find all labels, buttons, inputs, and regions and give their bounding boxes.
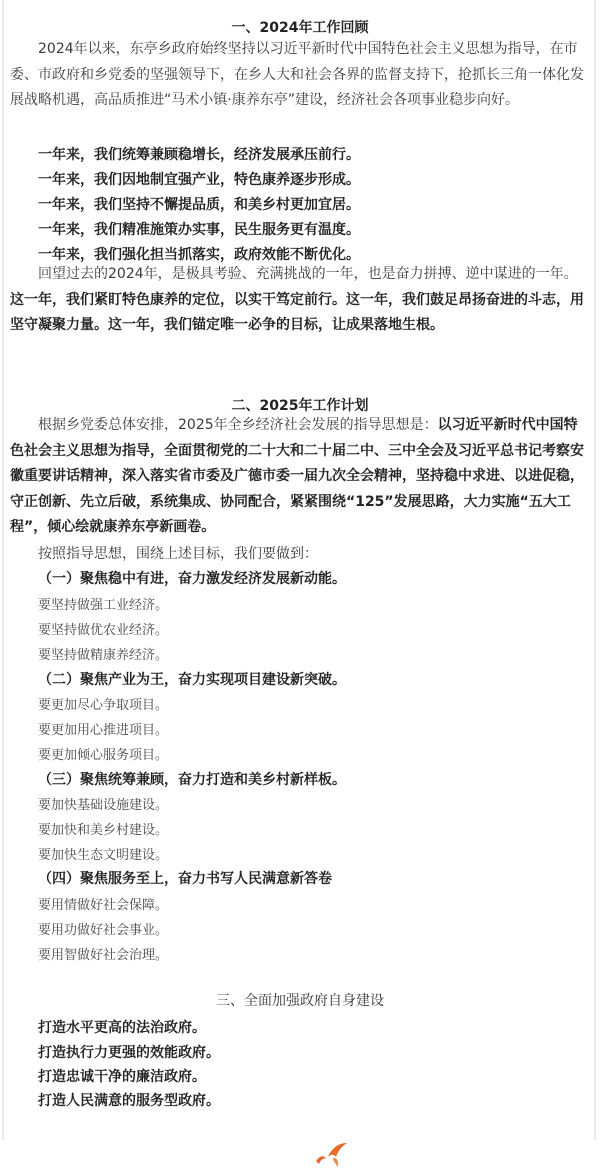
section2-group-3-title: （三）聚焦统筹兼顾，奋力打造和美乡村新样板。 xyxy=(38,772,346,788)
orange-birds-icon xyxy=(314,1141,350,1168)
section2-group-3-item-1: 要加快基础设施建设。 xyxy=(38,798,169,813)
section1-review-bold: 这一年，我们紧盯特色康养的定位，以实干笃定前行。这一年，我们鼓足昂扬奋进的斗志，用坚守凝聚力量。这一年，我们锚定唯一必争的目标，让成果落地生根。 xyxy=(10,291,584,333)
section2-group-1-item-2: 要坚持做优农业经济。 xyxy=(38,623,169,638)
section2-group-4-item-1: 要用情做好社会保障。 xyxy=(38,898,169,913)
section1-highlight-1: 一年来，我们统筹兼顾稳增长，经济发展承压前行。 xyxy=(38,147,360,163)
right-border xyxy=(594,0,596,1140)
section1-highlight-5: 一年来，我们强化担当抓落实，政府效能不断优化。 xyxy=(38,247,360,263)
section2-intro-plain: 根据乡党委总体安排，2025年全乡经济社会发展的指导思想是： xyxy=(38,417,438,433)
section3-item-3: 打造忠诚干净的廉洁政府。 xyxy=(38,1069,206,1085)
section2-group-1-title: （一）聚焦稳中有进，奋力激发经济发展新动能。 xyxy=(38,571,346,587)
section2-group-4-item-2: 要用功做好社会事业。 xyxy=(38,923,169,938)
section1-highlight-3: 一年来，我们坚持不懈提品质，和美乡村更加宜居。 xyxy=(38,197,360,213)
section3-item-4: 打造人民满意的服务型政府。 xyxy=(38,1093,220,1109)
section2-group-1-item-1: 要坚持做强工业经济。 xyxy=(38,598,169,613)
section2-group-2-item-3: 要更加倾心服务项目。 xyxy=(38,748,169,763)
section1-heading: 一、2024年工作回顾 xyxy=(231,20,369,36)
section3-item-2: 打造执行力更强的效能政府。 xyxy=(38,1045,220,1061)
section3-item-1: 打造水平更高的法治政府。 xyxy=(38,1020,206,1036)
section1-highlight-2: 一年来，我们因地制宜强产业，特色康养逐步形成。 xyxy=(38,172,360,188)
section2-group-1-item-3: 要坚持做精康养经济。 xyxy=(38,648,169,663)
section2-group-2-title: （二）聚焦产业为王，奋力实现项目建设新突破。 xyxy=(38,672,346,688)
section2-group-4-item-3: 要用智做好社会治理。 xyxy=(38,948,169,963)
section2-intro-bold: 以习近平新时代中国特色社会主义思想为指导，全面贯彻党的二十大和二十届二中、三中全会及习近平总书记考察安徽重要讲话精神，深入落实省市委及广德市委一届九次全会精神，坚持稳中求进、以进促稳，守正创新、先立后破，系统集成、协同配合，紧紧围绕“125”发展思路，大力实施“五大工程”，倾心绘就康养东亭新画卷。 xyxy=(10,417,584,535)
section1-intro: 2024年以来，东亭乡政府始终坚持以习近平新时代中国特色社会主义思想为指导，在市委、市政府和乡党委的坚强领导下，在乡人大和社会各界的监督支持下，抢抓长三角一体化发展战略机遇，高品质推进“马术小镇·康养东亭”建设，经济社会各项事业稳步向好。 xyxy=(10,41,584,108)
section2-group-3-item-3: 要加快生态文明建设。 xyxy=(38,848,169,863)
left-border xyxy=(2,0,4,1140)
section2-group-2-item-2: 要更加用心推进项目。 xyxy=(38,723,169,738)
section2-intro xyxy=(10,413,585,541)
section2-group-2-item-1: 要更加尽心争取项目。 xyxy=(38,698,169,713)
section3-heading: 三、全面加强政府自身建设 xyxy=(216,993,384,1009)
section2-group-4-title: （四）聚焦服务至上，奋力书写人民满意新答卷 xyxy=(38,871,332,887)
section2-heading: 二、2025年工作计划 xyxy=(231,398,369,414)
section1-review-plain: 回望过去的2024年，是极具考验、充满挑战的一年，也是奋力拼搏、逆中谋进的一年。 xyxy=(38,266,578,282)
section1-highlight-4: 一年来，我们精准施策办实事，民生服务更有温度。 xyxy=(38,222,360,238)
section2-guide: 按照指导思想，围绕上述目标，我们要做到： xyxy=(38,546,318,562)
section1-review xyxy=(10,262,585,339)
section2-group-3-item-2: 要加快和美乡村建设。 xyxy=(38,823,169,838)
